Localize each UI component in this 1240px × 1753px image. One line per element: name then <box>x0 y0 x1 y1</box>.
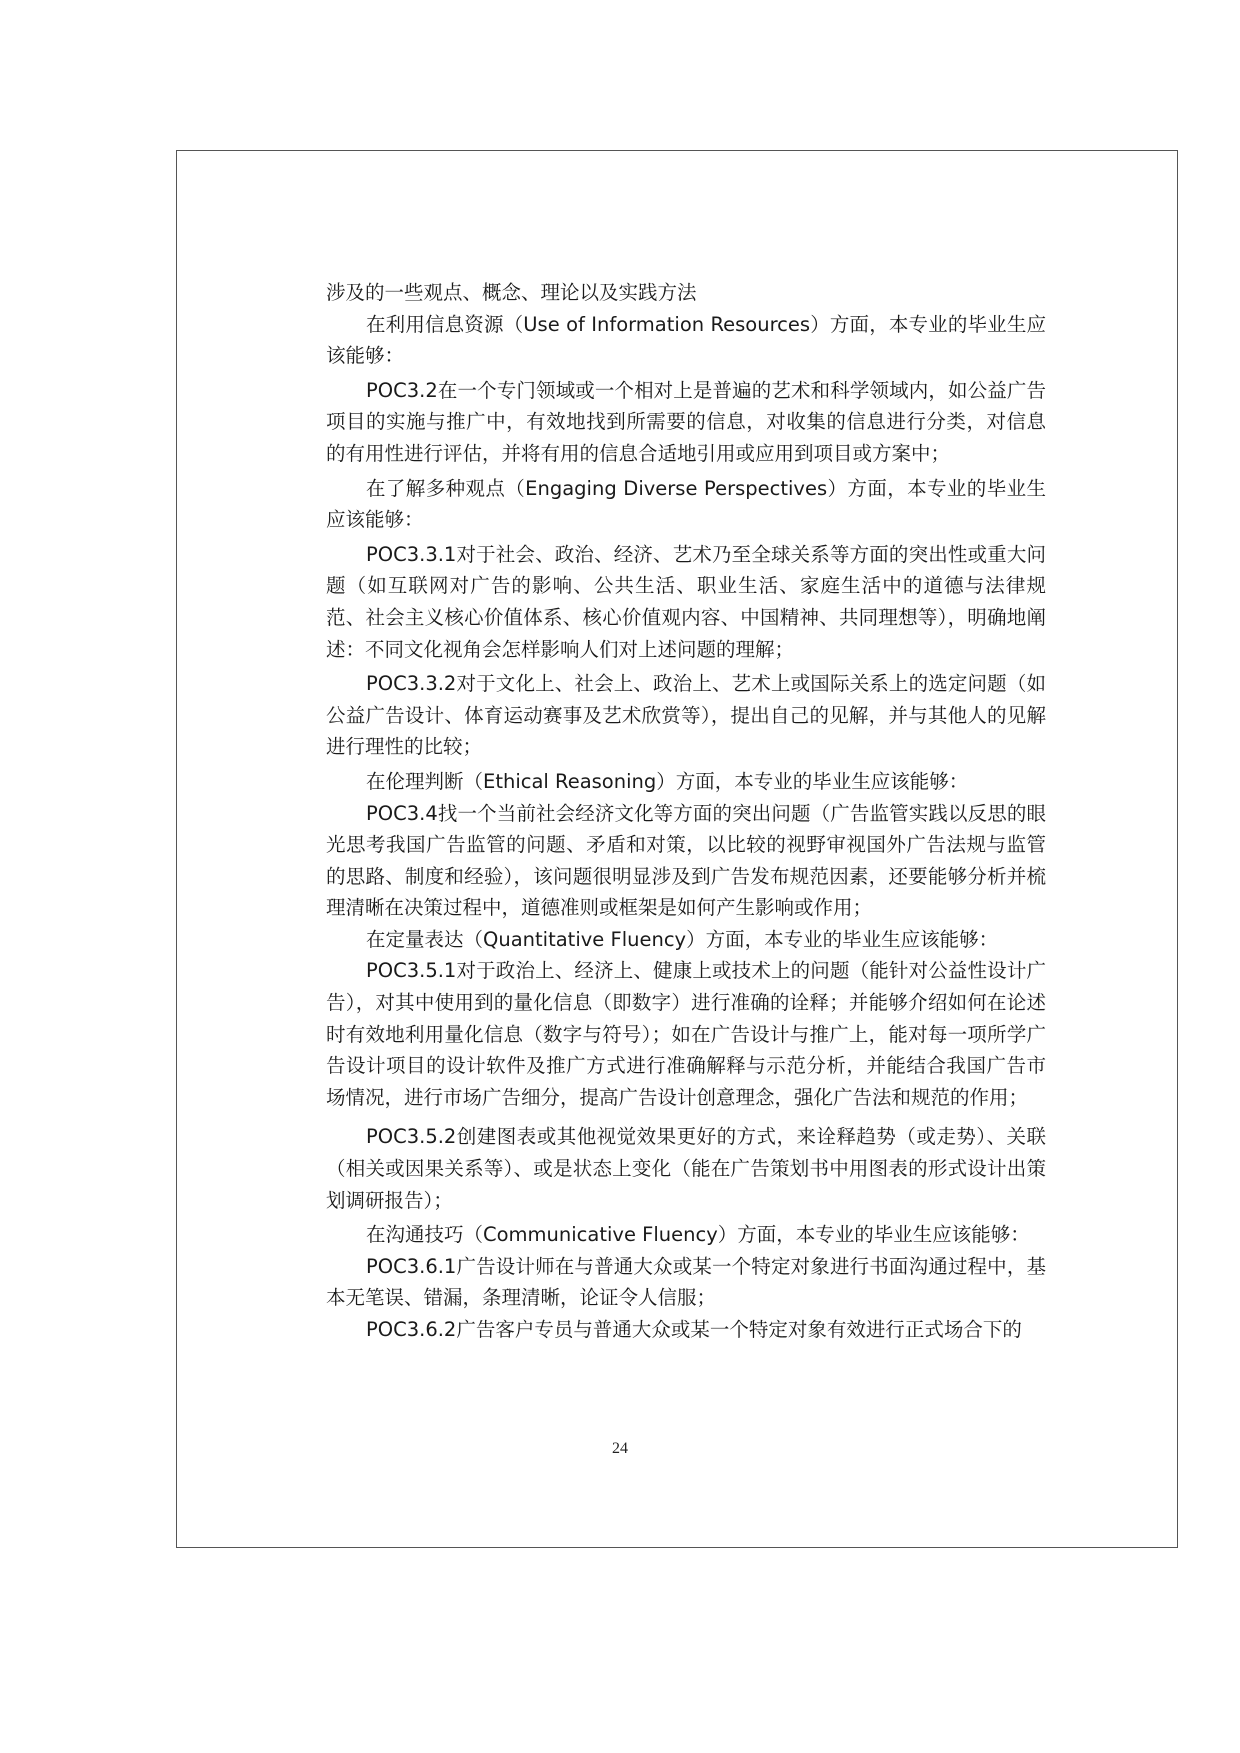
page-number: 24 <box>612 1440 628 1457</box>
paragraph-continuation: 涉及的一些观点、概念、理论以及实践方法 <box>326 281 697 304</box>
paragraph-quantitative-fluency-heading: 在定量表达（Quantitative Fluency）方面，本专业的毕业生应该能够： <box>366 927 999 951</box>
paragraph-diverse-perspectives-heading: 在了解多种观点（Engaging Diverse Perspectives）方面，本专业的毕业生应该能够： <box>326 476 1046 532</box>
paragraph-poc-3-5-2: POC3.5.2创建图表或其他视觉效果更好的方式，来诠释趋势（或走势）、关联（相关或因果关系等）、或是状态上变化（能在广告策划书中用图表的形式设计出策划调研报告）； <box>326 1125 1046 1212</box>
paragraph-communicative-fluency-heading: 在沟通技巧（Communicative Fluency）方面，本专业的毕业生应该能够： <box>366 1223 1030 1247</box>
paragraph-poc-3-3-2: POC3.3.2对于文化上、社会上、政治上、艺术上或国际关系上的选定问题（如公益广告设计、体育运动赛事及艺术欣赏等），提出自己的见解，并与其他人的见解进行理性的比较； <box>326 672 1046 759</box>
paragraph-poc-3-5-1: POC3.5.1对于政治上、经济上、健康上或技术上的问题（能针对公益性设计广告），对其中使用到的量化信息（即数字）进行准确的诠释；并能够介绍如何在论述时有效地利用量化信息（数字与符号）；如在广告设计与推广上，能对每一项所学广告设计项目的设计软件及推广方式进行准确解释与示范分析，并能结合我国广告市场情况，进行市场广告细分，提高广告设计创意理念，强化广告法和规范的作用； <box>326 959 1046 1109</box>
document-body <box>326 277 1046 1346</box>
paragraph-poc-3-6-2: POC3.6.2广告客户专员与普通大众或某一个特定对象有效进行正式场合下的 <box>366 1318 1022 1341</box>
paragraph-poc-3-6-1: POC3.6.1广告设计师在与普通大众或某一个特定对象进行书面沟通过程中，基本无笔误、错漏，条理清晰，论证令人信服； <box>326 1254 1046 1310</box>
paragraph-information-resources-heading: 在利用信息资源（Use of Information Resources）方面，本专业的毕业生应该能够： <box>326 312 1046 368</box>
paragraph-poc-3-4: POC3.4找一个当前社会经济文化等方面的突出问题（广告监管实践以反思的眼光思考我国广告监管的问题、矛盾和对策，以比较的视野审视国外广告法规与监管的思路、制度和经验），该问题很明显涉及到广告发布规范因素，还要能够分析并梳理清晰在决策过程中，道德准则或框架是如何产生影响或作用； <box>326 801 1046 920</box>
paragraph-ethical-reasoning-heading: 在伦理判断（Ethical Reasoning）方面，本专业的毕业生应该能够： <box>366 769 969 793</box>
paragraph-poc-3-3-1: POC3.3.1对于社会、政治、经济、艺术乃至全球关系等方面的突出性或重大问题（如互联网对广告的影响、公共生活、职业生活、家庭生活中的道德与法律规范、社会主义核心价值体系、核心价值观内容、中国精神、共同理想等），明确地阐述：不同文化视角会怎样影响人们对上述问题的理解； <box>326 542 1046 661</box>
paragraph-poc-3-2: POC3.2在一个专门领域或一个相对上是普遍的艺术和科学领域内，如公益广告项目的实施与推广中，有效地找到所需要的信息，对收集的信息进行分类，对信息的有用性进行评估，并将有用的信息合适地引用或应用到项目或方案中； <box>326 378 1046 465</box>
